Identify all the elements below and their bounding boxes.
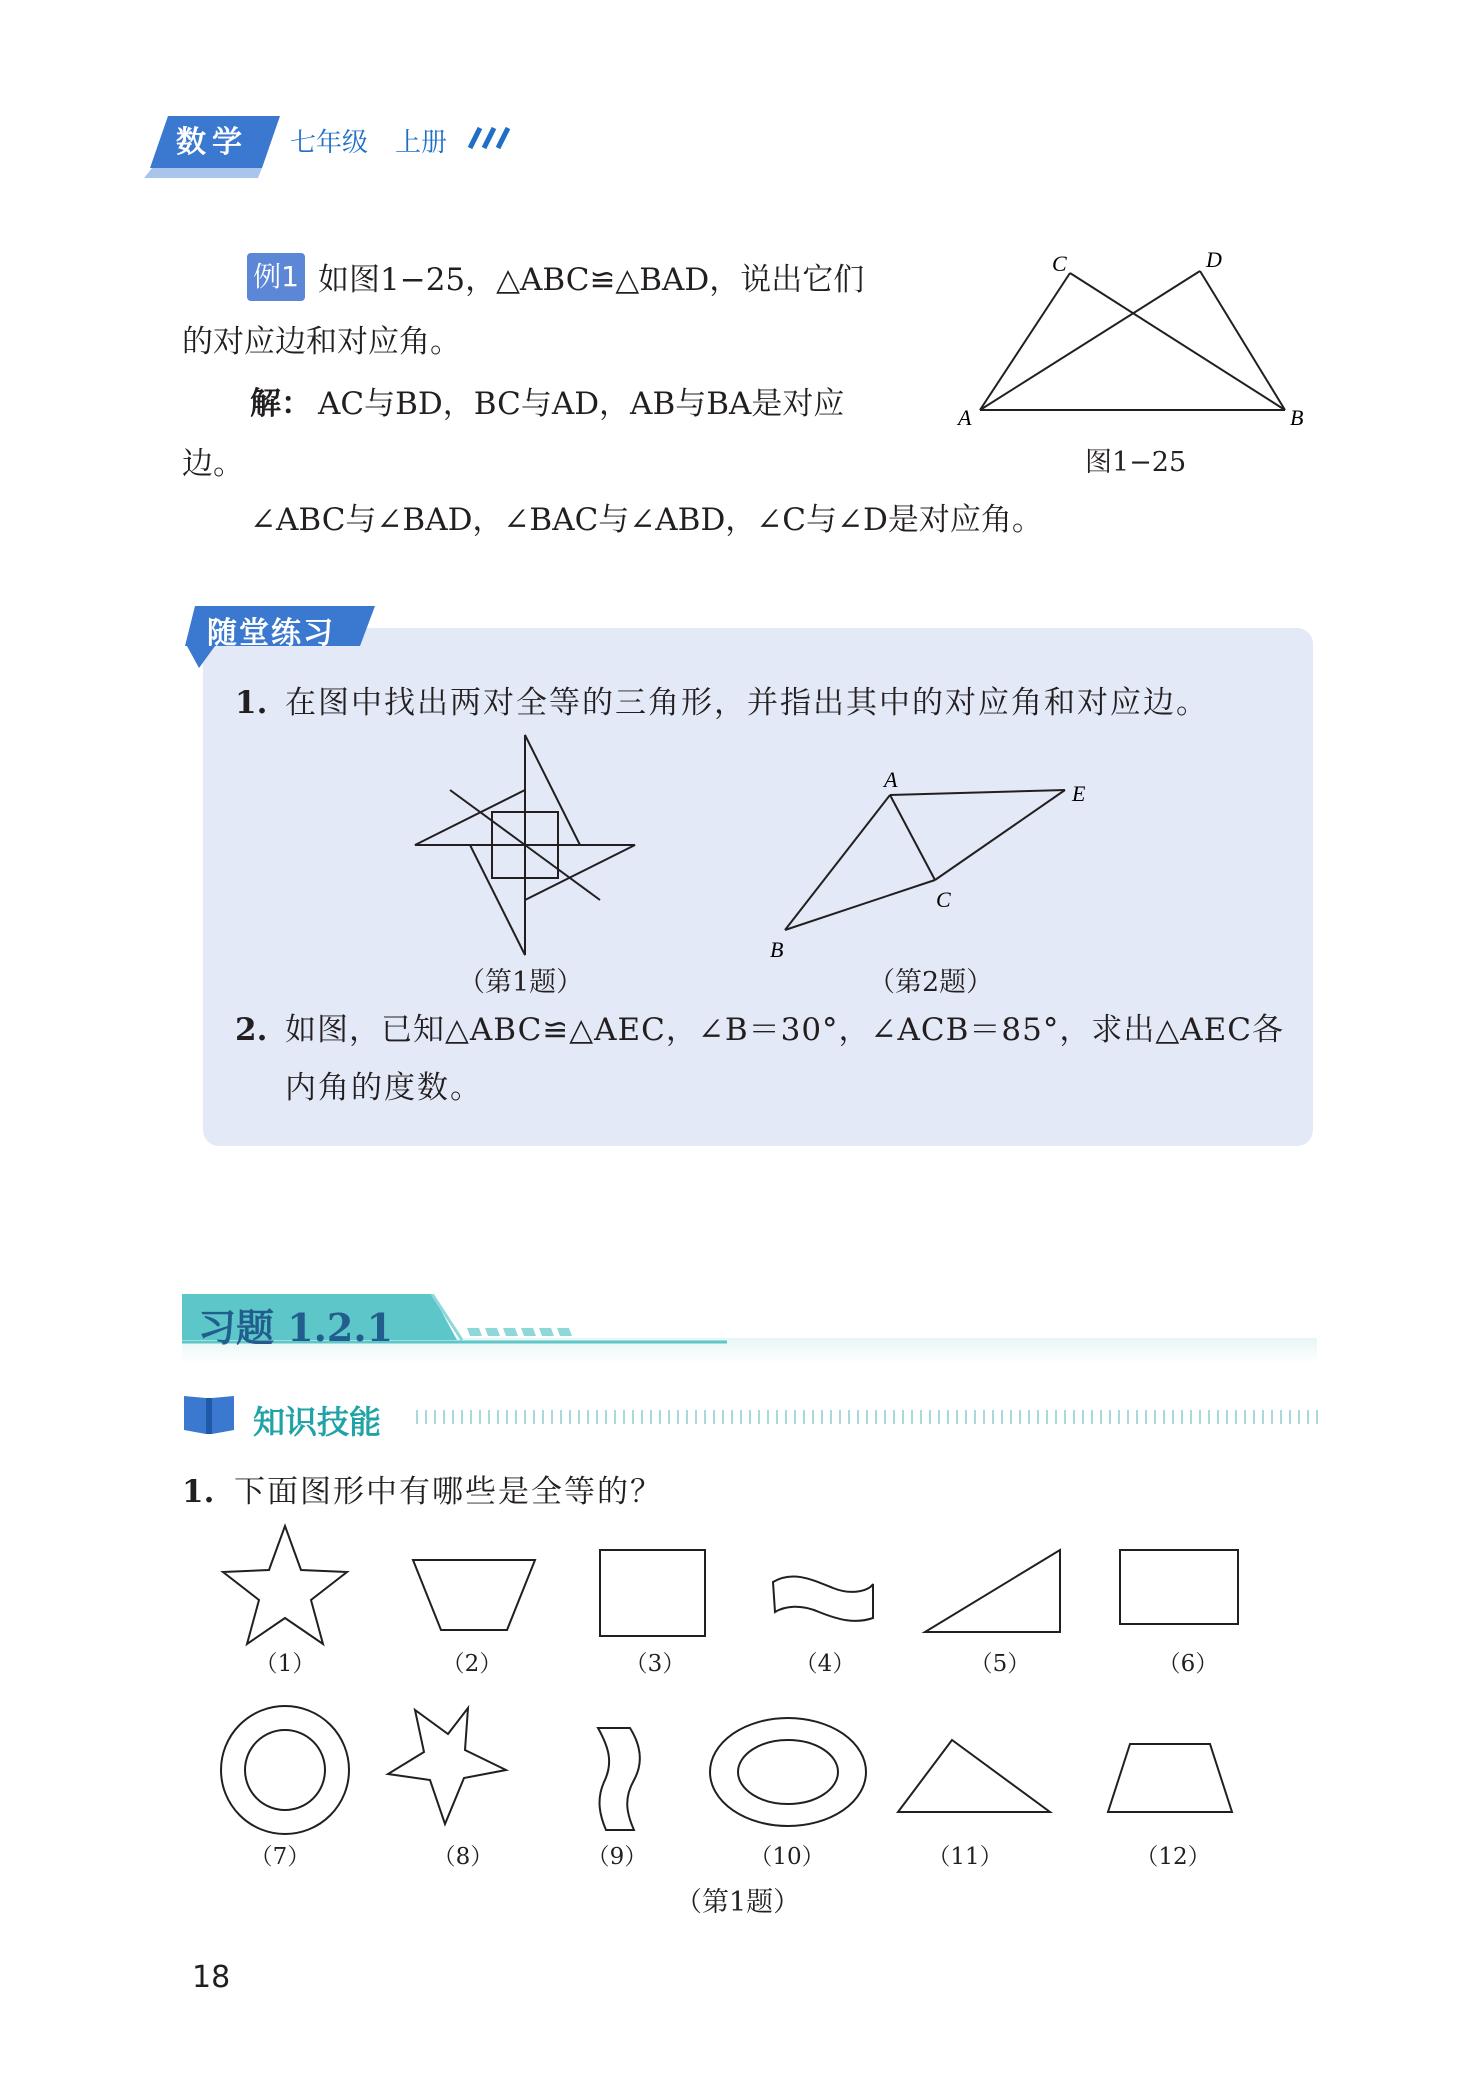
shape-7-ring-inner (245, 1730, 325, 1810)
fig-point-c: C (1052, 251, 1067, 276)
book-icon (182, 1392, 236, 1436)
shape-9-wave (598, 1728, 640, 1830)
fig2-point-c: C (936, 887, 951, 912)
practice-fig1-caption: （第1题） (458, 967, 584, 998)
figure-1-25 (950, 245, 1320, 435)
fig2-point-a: A (884, 767, 898, 792)
section-title: 知识技能 (253, 1403, 382, 1441)
figure-1-25-caption: 图1−25 (1085, 447, 1187, 478)
practice-fig2 (760, 765, 1100, 965)
shape-5-right-triangle (925, 1550, 1060, 1632)
shape-11-triangle (898, 1740, 1050, 1812)
shape-label-11: （11） (927, 1844, 1003, 1870)
shape-label-7: （7） (249, 1844, 311, 1870)
volume-label: 上册 (395, 128, 448, 158)
page-number: 18 (192, 1960, 231, 1995)
practice-q2-line2: 内角的度数。 (285, 1070, 483, 1106)
shape-6-rectangle (1120, 1550, 1238, 1624)
header-slashes-icon (460, 126, 510, 150)
practice-q2-line1: 如图，已知△ABC≌△AEC，∠B＝30°，∠ACB＝85°，求出△AEC各 (285, 1012, 1284, 1048)
fig-point-a: A (958, 405, 972, 430)
shape-label-5: （5） (969, 1651, 1031, 1677)
shape-label-6: （6） (1157, 1651, 1219, 1677)
fig-point-b: B (1290, 405, 1304, 430)
fig2-point-b: B (770, 937, 784, 962)
fig-point-d: D (1206, 247, 1222, 272)
shape-10-ellipse-inner (738, 1740, 838, 1804)
solution-line2: 边。 (182, 446, 244, 482)
example-question-line1: 如图1−25，△ABC≌△BAD，说出它们 (318, 262, 865, 298)
shape-label-9: （9） (586, 1844, 648, 1870)
shape-3-square (600, 1550, 705, 1636)
shape-8-star (388, 1708, 506, 1824)
shape-1-star (223, 1526, 347, 1644)
solution-line3: ∠ABC与∠BAD，∠BAC与∠ABD，∠C与∠D是对应角。 (250, 502, 1043, 538)
shape-label-1: （1） (254, 1651, 316, 1677)
solution-label: 解： (250, 386, 312, 422)
shape-7-ring-outer (221, 1706, 349, 1834)
practice-tag-label: 随堂练习 (207, 616, 335, 651)
solution-line1: AC与BD，BC与AD，AB与BA是对应 (318, 386, 845, 422)
practice-q2-number: 2. (235, 1012, 268, 1048)
exercise-q1-text: 下面图形中有哪些是全等的？ (234, 1474, 663, 1510)
exercise-title: 习题 1.2.1 (198, 1305, 394, 1350)
example-tag: 例1 (247, 253, 305, 301)
shapes-row-1 (215, 1520, 1255, 1650)
exercise-q1-number: 1. (182, 1474, 215, 1510)
shape-label-2: （2） (441, 1651, 503, 1677)
practice-q1-number: 1. (235, 685, 268, 721)
practice-q1-text: 在图中找出两对全等的三角形，并指出其中的对应角和对应边。 (285, 685, 1209, 721)
pinwheel-figure (410, 730, 640, 960)
exercise-figure-caption: （第1题） (675, 1887, 801, 1918)
shape-label-8: （8） (432, 1844, 494, 1870)
shapes-row-2 (210, 1700, 1260, 1840)
fig2-point-e: E (1072, 781, 1086, 806)
section-dotted-rule (415, 1408, 1320, 1426)
shape-label-10: （10） (749, 1844, 825, 1870)
shape-label-4: （4） (794, 1651, 856, 1677)
shape-2-trapezoid (413, 1560, 535, 1630)
shape-label-3: （3） (624, 1651, 686, 1677)
subject-title: 数学 (176, 125, 248, 160)
shape-label-12: （12） (1135, 1844, 1211, 1870)
grade-label: 七年级 (290, 128, 369, 158)
example-question-line2: 的对应边和对应角。 (182, 324, 461, 360)
practice-fig2-caption: （第2题） (868, 967, 994, 998)
shape-12-trapezoid (1108, 1744, 1232, 1812)
shape-4-wave (773, 1576, 873, 1620)
shape-10-ellipse-outer (710, 1718, 866, 1826)
